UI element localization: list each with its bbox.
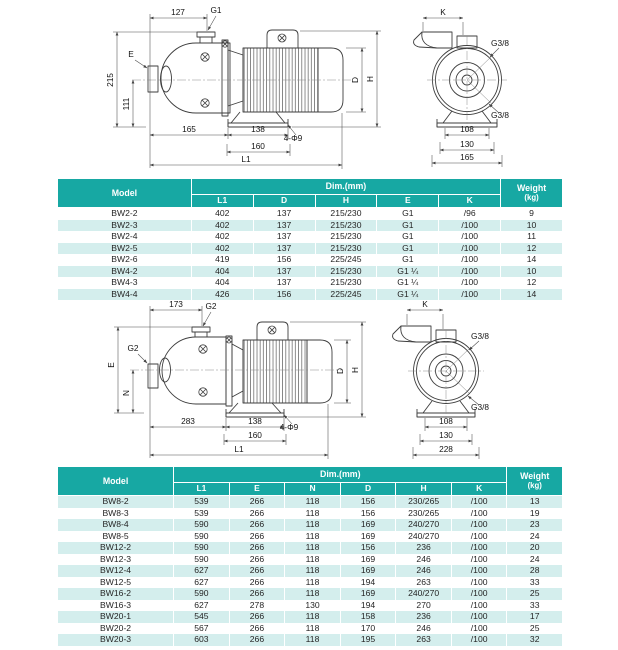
table-row xyxy=(58,600,563,612)
holes-label: 4-Φ9 xyxy=(283,133,303,143)
dim-label: 138 xyxy=(251,124,265,134)
table-row xyxy=(58,254,563,266)
value-cell: 19 xyxy=(507,508,563,520)
value-cell: 25 xyxy=(507,623,563,635)
value-cell: 137 xyxy=(253,208,315,220)
discharge-spout xyxy=(401,326,431,342)
value-cell: 590 xyxy=(174,531,230,543)
value-cell: 12 xyxy=(501,243,563,255)
value-cell: 266 xyxy=(229,496,285,508)
value-cell: 118 xyxy=(285,565,341,577)
value-cell: 567 xyxy=(174,623,230,635)
dim-label: L1 xyxy=(241,154,251,164)
dim-label: 215 xyxy=(105,73,115,87)
model-cell: BW12-5 xyxy=(58,577,174,589)
port-thread-label: G1 xyxy=(210,5,222,15)
value-cell: G1 xyxy=(377,254,439,266)
value-cell: 20 xyxy=(507,542,563,554)
value-cell: 169 xyxy=(340,554,396,566)
suction-port xyxy=(148,66,158,92)
model-cell: BW20-3 xyxy=(58,634,174,646)
discharge-flange xyxy=(192,327,210,332)
dim-label: 160 xyxy=(248,430,262,440)
value-cell: 215/230 xyxy=(315,243,377,255)
model-cell: BW4-2 xyxy=(58,266,192,278)
value-cell: 225/245 xyxy=(315,254,377,266)
value-cell: /100 xyxy=(451,565,507,577)
value-cell: G1 xyxy=(377,220,439,232)
value-cell: 404 xyxy=(191,266,253,278)
table-row xyxy=(58,542,563,554)
dim-label: D xyxy=(350,77,360,83)
value-cell: 28 xyxy=(507,565,563,577)
value-cell: 194 xyxy=(340,577,396,589)
dim-label: K xyxy=(422,300,428,309)
foot-bracket xyxy=(229,403,281,413)
dim-label: 108 xyxy=(460,124,474,134)
table-row xyxy=(58,519,563,531)
value-cell: /100 xyxy=(451,542,507,554)
value-cell: 215/230 xyxy=(315,208,377,220)
value-cell: 215/230 xyxy=(315,220,377,232)
value-cell: 118 xyxy=(285,611,341,623)
model-cell: BW12-4 xyxy=(58,565,174,577)
model-cell: BW2-6 xyxy=(58,254,192,266)
value-cell: 118 xyxy=(285,531,341,543)
value-cell: 118 xyxy=(285,519,341,531)
col-header-dim-group: Dim.(mm) xyxy=(174,467,507,483)
side-view-dimensions xyxy=(106,300,366,459)
value-cell: /100 xyxy=(451,496,507,508)
model-cell: BW20-2 xyxy=(58,623,174,635)
value-cell: 12 xyxy=(501,277,563,289)
value-cell: /100 xyxy=(439,231,501,243)
model-cell: BW4-3 xyxy=(58,277,192,289)
col-header-d: D xyxy=(253,195,315,208)
pump-side-view xyxy=(148,322,332,417)
value-cell: /100 xyxy=(451,531,507,543)
value-cell: 590 xyxy=(174,542,230,554)
discharge-flange xyxy=(197,32,215,37)
value-cell: G1 xyxy=(377,208,439,220)
value-cell: G1 xyxy=(377,243,439,255)
value-cell: 118 xyxy=(285,542,341,554)
model-cell: BW16-3 xyxy=(58,600,174,612)
value-cell: 14 xyxy=(501,289,563,301)
value-cell: 402 xyxy=(191,208,253,220)
value-cell: 266 xyxy=(229,531,285,543)
value-cell: 14 xyxy=(501,254,563,266)
value-cell: 118 xyxy=(285,554,341,566)
value-cell: 627 xyxy=(174,565,230,577)
value-cell: 215/230 xyxy=(315,277,377,289)
table-row xyxy=(58,531,563,543)
table-row xyxy=(58,208,563,220)
value-cell: /100 xyxy=(451,588,507,600)
value-cell: 118 xyxy=(285,577,341,589)
value-cell: /100 xyxy=(439,254,501,266)
model-cell: BW4-4 xyxy=(58,289,192,301)
value-cell: 215/230 xyxy=(315,266,377,278)
value-cell: 236 xyxy=(396,611,452,623)
holes-label: 4-Φ9 xyxy=(279,422,299,432)
port-thread-label: G2 xyxy=(205,301,217,311)
pump-dimension-diagram-bottom xyxy=(0,300,618,466)
value-cell: 118 xyxy=(285,623,341,635)
model-cell: BW12-3 xyxy=(58,554,174,566)
dim-label: 283 xyxy=(181,416,195,426)
value-cell: 402 xyxy=(191,220,253,232)
col-header-l1: L1 xyxy=(191,195,253,208)
pump-front-view xyxy=(393,326,479,417)
value-cell: 118 xyxy=(285,496,341,508)
col-header-dim-group: Dim.(mm) xyxy=(191,179,500,195)
foot-bracket xyxy=(231,112,285,123)
value-cell: /100 xyxy=(439,277,501,289)
drain-label: G3/8 xyxy=(471,402,489,412)
value-cell: 240/270 xyxy=(396,531,452,543)
value-cell: 156 xyxy=(340,508,396,520)
dim-label: 130 xyxy=(439,430,453,440)
table-body-bottom xyxy=(58,496,563,646)
motor-end-cap xyxy=(307,340,332,403)
model-cell: BW16-2 xyxy=(58,588,174,600)
value-cell: 169 xyxy=(340,519,396,531)
value-cell: 266 xyxy=(229,577,285,589)
discharge-neck xyxy=(195,332,207,337)
col-header-d: D xyxy=(340,483,396,496)
dim-label: 165 xyxy=(182,124,196,134)
pump-front-view xyxy=(414,32,502,127)
value-cell: 266 xyxy=(229,588,285,600)
value-cell: 627 xyxy=(174,600,230,612)
value-cell: 426 xyxy=(191,289,253,301)
value-cell: 590 xyxy=(174,519,230,531)
table-row xyxy=(58,565,563,577)
col-header-weight: Weight (kg) xyxy=(501,179,563,208)
col-header-e: E xyxy=(229,483,285,496)
value-cell: 240/270 xyxy=(396,519,452,531)
value-cell: G1 ¼ xyxy=(377,277,439,289)
value-cell: 590 xyxy=(174,554,230,566)
value-cell: 156 xyxy=(340,542,396,554)
dim-label: 108 xyxy=(439,416,453,426)
value-cell: 156 xyxy=(340,496,396,508)
motor-fins xyxy=(243,340,307,403)
value-cell: 10 xyxy=(501,220,563,232)
value-cell: 230/265 xyxy=(396,508,452,520)
value-cell: G1 ¼ xyxy=(377,266,439,278)
col-header-n: N xyxy=(285,483,341,496)
discharge-spout xyxy=(422,32,452,48)
pump-dimension-diagram-top xyxy=(0,0,618,176)
value-cell: 240/270 xyxy=(396,588,452,600)
value-cell: 402 xyxy=(191,231,253,243)
value-cell: 118 xyxy=(285,508,341,520)
value-cell: /100 xyxy=(451,600,507,612)
value-cell: 137 xyxy=(253,220,315,232)
value-cell: 169 xyxy=(340,565,396,577)
table-row xyxy=(58,508,563,520)
col-header-l1: L1 xyxy=(174,483,230,496)
pump-side-view xyxy=(148,30,343,127)
spec-table-bottom xyxy=(57,466,563,646)
value-cell: /100 xyxy=(451,611,507,623)
value-cell: 158 xyxy=(340,611,396,623)
table-row xyxy=(58,611,563,623)
model-cell: BW8-5 xyxy=(58,531,174,543)
value-cell: 278 xyxy=(229,600,285,612)
value-cell: /100 xyxy=(451,554,507,566)
value-cell: 266 xyxy=(229,508,285,520)
value-cell: 24 xyxy=(507,531,563,543)
value-cell: 195 xyxy=(340,634,396,646)
value-cell: 539 xyxy=(174,496,230,508)
table-row xyxy=(58,277,563,289)
dim-label: K xyxy=(440,7,446,17)
table-row xyxy=(58,577,563,589)
value-cell: 402 xyxy=(191,243,253,255)
value-cell: 263 xyxy=(396,634,452,646)
value-cell: /100 xyxy=(439,289,501,301)
dim-label: H xyxy=(365,76,375,82)
value-cell: 404 xyxy=(191,277,253,289)
value-cell: 118 xyxy=(285,634,341,646)
col-header-h: H xyxy=(396,483,452,496)
spec-table-top xyxy=(57,178,563,300)
value-cell: 230/265 xyxy=(396,496,452,508)
value-cell: 118 xyxy=(285,588,341,600)
inlet-bore xyxy=(161,66,172,92)
col-header-k: K xyxy=(451,483,507,496)
pump-body xyxy=(162,337,226,404)
col-header-k: K xyxy=(439,195,501,208)
value-cell: 246 xyxy=(396,554,452,566)
suction-port xyxy=(148,364,158,388)
col-header-model: Model xyxy=(58,179,192,208)
table-row xyxy=(58,588,563,600)
value-cell: 266 xyxy=(229,634,285,646)
dim-label: 130 xyxy=(460,139,474,149)
dim-label: 138 xyxy=(248,416,262,426)
value-cell: /100 xyxy=(439,243,501,255)
value-cell: 137 xyxy=(253,277,315,289)
value-cell: 9 xyxy=(501,208,563,220)
pump-flange xyxy=(222,40,228,116)
value-cell: /100 xyxy=(451,634,507,646)
value-cell: 270 xyxy=(396,600,452,612)
table-row xyxy=(58,243,563,255)
value-cell: 225/245 xyxy=(315,289,377,301)
value-cell: 32 xyxy=(507,634,563,646)
value-cell: 627 xyxy=(174,577,230,589)
dim-label: L1 xyxy=(234,444,244,454)
model-cell: BW8-3 xyxy=(58,508,174,520)
drain-label: G3/8 xyxy=(491,110,509,120)
value-cell: /100 xyxy=(439,266,501,278)
value-cell: 590 xyxy=(174,588,230,600)
model-cell: BW12-2 xyxy=(58,542,174,554)
value-cell: 17 xyxy=(507,611,563,623)
value-cell: G1 xyxy=(377,231,439,243)
model-cell: BW2-4 xyxy=(58,231,192,243)
model-cell: BW20-1 xyxy=(58,611,174,623)
dim-label: 165 xyxy=(460,152,474,162)
dim-label: H xyxy=(350,367,360,373)
dim-label: E xyxy=(106,362,116,368)
inlet-label: E xyxy=(128,49,134,59)
value-cell: 33 xyxy=(507,600,563,612)
value-cell: 215/230 xyxy=(315,231,377,243)
table-row xyxy=(58,623,563,635)
value-cell: /100 xyxy=(439,220,501,232)
table-row xyxy=(58,496,563,508)
drain-label: G3/8 xyxy=(491,38,509,48)
table-row xyxy=(58,554,563,566)
value-cell: /100 xyxy=(451,519,507,531)
dim-label: 173 xyxy=(169,300,183,309)
value-cell: 137 xyxy=(253,231,315,243)
value-cell: 23 xyxy=(507,519,563,531)
value-cell: 603 xyxy=(174,634,230,646)
table-row xyxy=(58,266,563,278)
model-cell: BW2-5 xyxy=(58,243,192,255)
value-cell: /100 xyxy=(451,508,507,520)
col-header-e: E xyxy=(377,195,439,208)
discharge-neck xyxy=(200,37,212,43)
value-cell: 169 xyxy=(340,588,396,600)
value-cell: 33 xyxy=(507,577,563,589)
value-cell: 194 xyxy=(340,600,396,612)
value-cell: 266 xyxy=(229,554,285,566)
value-cell: 246 xyxy=(396,623,452,635)
value-cell: 10 xyxy=(501,266,563,278)
value-cell: 24 xyxy=(507,554,563,566)
model-cell: BW2-3 xyxy=(58,220,192,232)
value-cell: 156 xyxy=(253,254,315,266)
value-cell: 170 xyxy=(340,623,396,635)
model-cell: BW2-2 xyxy=(58,208,192,220)
model-cell: BW8-4 xyxy=(58,519,174,531)
table-row xyxy=(58,634,563,646)
value-cell: 13 xyxy=(507,496,563,508)
col-header-model: Model xyxy=(58,467,174,496)
value-cell: 246 xyxy=(396,565,452,577)
table-row xyxy=(58,231,563,243)
value-cell: 539 xyxy=(174,508,230,520)
value-cell: G1 ¼ xyxy=(377,289,439,301)
value-cell: 266 xyxy=(229,611,285,623)
table-body-top xyxy=(58,208,563,301)
value-cell: 11 xyxy=(501,231,563,243)
motor-adapter xyxy=(232,344,243,397)
dim-label: N xyxy=(121,390,131,396)
value-cell: 266 xyxy=(229,542,285,554)
value-cell: 263 xyxy=(396,577,452,589)
value-cell: 545 xyxy=(174,611,230,623)
table-row xyxy=(58,220,563,232)
inlet-thread-label: G2 xyxy=(127,343,139,353)
value-cell: /100 xyxy=(451,623,507,635)
dim-label: D xyxy=(335,368,345,374)
dim-label: 228 xyxy=(439,444,453,454)
model-cell: BW8-2 xyxy=(58,496,174,508)
pump-flange xyxy=(226,336,232,406)
value-cell: /100 xyxy=(451,577,507,589)
value-cell: 169 xyxy=(340,531,396,543)
value-cell: 266 xyxy=(229,519,285,531)
value-cell: 236 xyxy=(396,542,452,554)
col-header-weight: Weight (kg) xyxy=(507,467,563,496)
drain-label: G3/8 xyxy=(471,331,489,341)
table-row xyxy=(58,289,563,301)
value-cell: 419 xyxy=(191,254,253,266)
value-cell: 156 xyxy=(253,289,315,301)
value-cell: 130 xyxy=(285,600,341,612)
col-header-h: H xyxy=(315,195,377,208)
value-cell: 137 xyxy=(253,243,315,255)
value-cell: /96 xyxy=(439,208,501,220)
value-cell: 25 xyxy=(507,588,563,600)
dim-label: 160 xyxy=(251,141,265,151)
value-cell: 137 xyxy=(253,266,315,278)
dim-label: 127 xyxy=(171,7,185,17)
dim-label: 111 xyxy=(121,97,131,111)
value-cell: 266 xyxy=(229,565,285,577)
value-cell: 266 xyxy=(229,623,285,635)
